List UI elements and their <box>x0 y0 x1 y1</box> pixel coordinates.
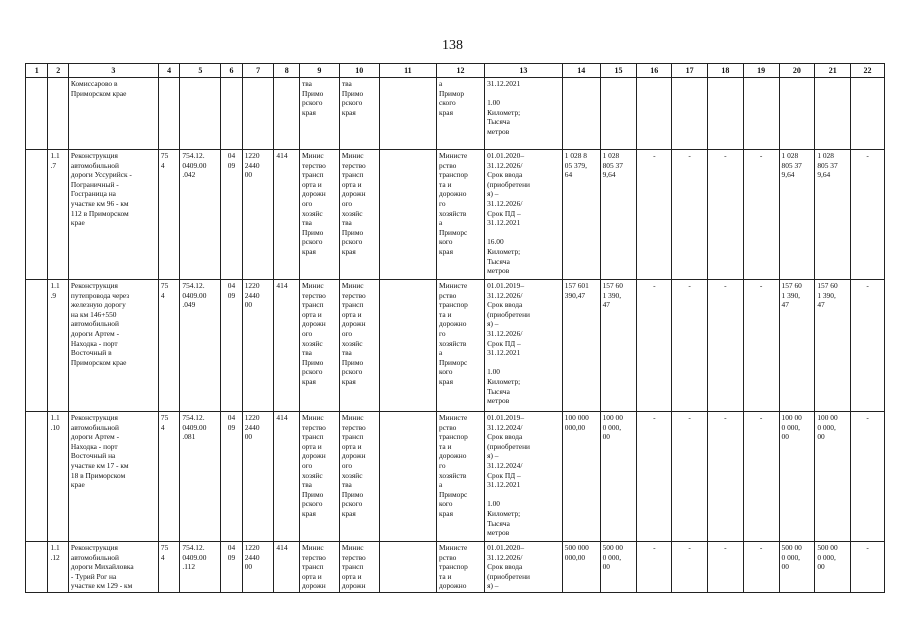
table-cell: 1.1 .10 <box>48 412 68 542</box>
column-header: 21 <box>815 64 851 78</box>
table-cell: Минис терство трансп орта и дорожн ого хозяйс тва Примо рского края <box>339 280 379 412</box>
column-header: 12 <box>437 64 485 78</box>
table-cell <box>26 280 48 412</box>
table-cell: 754.12. 0409.00 .112 <box>180 542 221 593</box>
table-cell: Реконструкция автомобильной дороги Артем - Находка - порт Восточный на участке км 17 - км 18 в Приморском крае <box>68 412 158 542</box>
table-cell: 1 028 805 37 9,64 <box>779 150 815 280</box>
table-cell: - <box>672 542 708 593</box>
table-cell: а Примор ского края <box>437 78 485 150</box>
table-cell <box>221 78 242 150</box>
column-header: 9 <box>299 64 339 78</box>
column-header: 2 <box>48 64 68 78</box>
table-row <box>26 78 885 150</box>
table-cell <box>180 78 221 150</box>
table-cell <box>851 78 885 150</box>
column-header: 10 <box>339 64 379 78</box>
table-cell: Минис терство трансп орта и дорожн <box>339 542 379 593</box>
table-cell: тва Примо рского края <box>339 78 379 150</box>
table-cell <box>26 412 48 542</box>
table-cell: 500 000 000,00 <box>562 542 600 593</box>
table-cell: - <box>707 412 743 542</box>
table-cell <box>815 78 851 150</box>
table-cell: 75 4 <box>158 412 179 542</box>
table-cell: 01.01.2019– 31.12.2024/ Срок ввода (приобретени я) – 31.12.2024/ Срок ПД – 31.12.2021 1.00 Километр; Тысяча метров <box>485 412 563 542</box>
table-cell <box>707 78 743 150</box>
table-cell: Реконструкция автомобильной дороги Михайловка - Турий Рог на участке км 129 - км <box>68 542 158 593</box>
header-row <box>26 64 885 78</box>
table-cell <box>637 78 672 150</box>
table-cell: Минис терство трансп орта и дорожн ого хозяйс тва Примо рского края <box>299 412 339 542</box>
table-cell: 414 <box>274 542 300 593</box>
table-row <box>26 412 885 542</box>
table-cell: 100 000 000,00 <box>562 412 600 542</box>
column-header: 19 <box>743 64 779 78</box>
table-cell: 754.12. 0409.00 .042 <box>180 150 221 280</box>
table-cell: 414 <box>274 280 300 412</box>
table-cell <box>242 78 274 150</box>
table-cell <box>379 280 436 412</box>
table-cell: 157 601 390,47 <box>562 280 600 412</box>
table-cell: - <box>637 412 672 542</box>
table-cell <box>743 78 779 150</box>
table-cell: - <box>743 412 779 542</box>
table-cell <box>779 78 815 150</box>
table-row <box>26 150 885 280</box>
table-cell: 754.12. 0409.00 .081 <box>180 412 221 542</box>
table-cell: 1 028 805 37 9,64 <box>600 150 637 280</box>
table-cell: - <box>851 150 885 280</box>
table-cell: 1.1 .12 <box>48 542 68 593</box>
table-cell <box>562 78 600 150</box>
table-cell: - <box>672 280 708 412</box>
table-cell: 157 60 1 390, 47 <box>600 280 637 412</box>
table-cell: 75 4 <box>158 150 179 280</box>
table-cell: 01.01.2020– 31.12.2026/ Срок ввода (приобретени я) – 31.12.2026/ Срок ПД – 31.12.2021 16.00 Километр; Тысяча метров <box>485 150 563 280</box>
column-header: 18 <box>707 64 743 78</box>
table-cell: 1220 2440 00 <box>242 150 274 280</box>
table-cell: 500 00 0 000, 00 <box>815 542 851 593</box>
column-header: 7 <box>242 64 274 78</box>
table-cell: Минис терство трансп орта и дорожн ого хозяйс тва Примо рского края <box>339 150 379 280</box>
table-cell <box>48 78 68 150</box>
table-cell <box>379 542 436 593</box>
table-cell: Минис терство трансп орта и дорожн ого хозяйс тва Примо рского края <box>299 280 339 412</box>
table-cell <box>26 542 48 593</box>
column-header: 3 <box>68 64 158 78</box>
table-cell <box>379 412 436 542</box>
table-cell: 1.1 .7 <box>48 150 68 280</box>
table-cell: Реконструкция автомобильной дороги Уссурийск - Пограничный - Госграница на участке км 96 - км 112 в Приморском крае <box>68 150 158 280</box>
table-cell <box>379 78 436 150</box>
table-cell: 1220 2440 00 <box>242 412 274 542</box>
table-cell: 75 4 <box>158 542 179 593</box>
table-cell: 157 60 1 390, 47 <box>779 280 815 412</box>
table-cell: 04 09 <box>221 412 242 542</box>
table-cell: Министе рство транспор та и дорожно го хозяйств а Приморс кого края <box>437 280 485 412</box>
table-cell: - <box>672 412 708 542</box>
table-cell: 1 028 8 05 379, 64 <box>562 150 600 280</box>
table-cell: - <box>743 542 779 593</box>
table-cell: 1 028 805 37 9,64 <box>815 150 851 280</box>
column-header: 1 <box>26 64 48 78</box>
table-cell: Реконструкция путепровода через железную дорогу на км 146+550 автомобильной дороги Артем - Находка - порт Восточный в Приморском крае <box>68 280 158 412</box>
table-cell: 414 <box>274 150 300 280</box>
table-cell: 04 09 <box>221 280 242 412</box>
table-cell: - <box>851 542 885 593</box>
budget-table <box>25 63 885 593</box>
table-cell: Комиссарово в Приморском крае <box>68 78 158 150</box>
table-cell: - <box>637 542 672 593</box>
column-header: 15 <box>600 64 637 78</box>
table-cell <box>158 78 179 150</box>
table-cell <box>672 78 708 150</box>
table-cell: Министе рство транспор та и дорожно го хозяйств а Приморс кого края <box>437 412 485 542</box>
table-cell: 04 09 <box>221 542 242 593</box>
table-cell: - <box>672 150 708 280</box>
table-cell: 754.12. 0409.00 .049 <box>180 280 221 412</box>
column-header: 14 <box>562 64 600 78</box>
table-cell: 500 00 0 000, 00 <box>779 542 815 593</box>
table-cell: - <box>743 280 779 412</box>
table-cell <box>274 78 300 150</box>
table-cell <box>379 150 436 280</box>
table-cell: 04 09 <box>221 150 242 280</box>
table-cell: 157 60 1 390, 47 <box>815 280 851 412</box>
table-row <box>26 280 885 412</box>
table-cell: - <box>707 280 743 412</box>
table-cell: - <box>851 280 885 412</box>
table-cell: 75 4 <box>158 280 179 412</box>
column-header: 8 <box>274 64 300 78</box>
table-cell: 100 00 0 000, 00 <box>600 412 637 542</box>
table-cell <box>26 78 48 150</box>
table-cell: 1220 2440 00 <box>242 542 274 593</box>
column-header: 22 <box>851 64 885 78</box>
table-cell: - <box>637 280 672 412</box>
column-header: 17 <box>672 64 708 78</box>
table-cell <box>600 78 637 150</box>
table-cell: Минис терство трансп орта и дорожн <box>299 542 339 593</box>
column-header: 16 <box>637 64 672 78</box>
table-cell: Минис терство трансп орта и дорожн ого хозяйс тва Примо рского края <box>299 150 339 280</box>
column-header: 5 <box>180 64 221 78</box>
column-header: 13 <box>485 64 563 78</box>
table-cell: 01.01.2019– 31.12.2026/ Срок ввода (приобретени я) – 31.12.2026/ Срок ПД – 31.12.2021 1.00 Километр; Тысяча метров <box>485 280 563 412</box>
table-cell: - <box>707 542 743 593</box>
table-cell: 100 00 0 000, 00 <box>815 412 851 542</box>
table-cell: - <box>743 150 779 280</box>
table-cell: 414 <box>274 412 300 542</box>
table-cell: - <box>707 150 743 280</box>
table-cell: 01.01.2020– 31.12.2026/ Срок ввода (приобретени я) – <box>485 542 563 593</box>
table-cell <box>26 150 48 280</box>
table-cell: Минис терство трансп орта и дорожн ого хозяйс тва Примо рского края <box>339 412 379 542</box>
column-header: 11 <box>379 64 436 78</box>
column-header: 20 <box>779 64 815 78</box>
table-cell: 1.1 .9 <box>48 280 68 412</box>
table-cell: 500 00 0 000, 00 <box>600 542 637 593</box>
page-number: 138 <box>442 38 463 53</box>
table-cell: Министе рство транспор та и дорожно го хозяйств а Приморс кого края <box>437 150 485 280</box>
table-row <box>26 542 885 593</box>
table-cell: 31.12.2021 1.00 Километр; Тысяча метров <box>485 78 563 150</box>
table-cell: тва Примо рского края <box>299 78 339 150</box>
table-cell: - <box>851 412 885 542</box>
column-header: 6 <box>221 64 242 78</box>
table-cell: - <box>637 150 672 280</box>
column-header: 4 <box>158 64 179 78</box>
table-cell: 100 00 0 000, 00 <box>779 412 815 542</box>
table-cell: 1220 2440 00 <box>242 280 274 412</box>
table-cell: Министе рство транспор та и дорожно <box>437 542 485 593</box>
